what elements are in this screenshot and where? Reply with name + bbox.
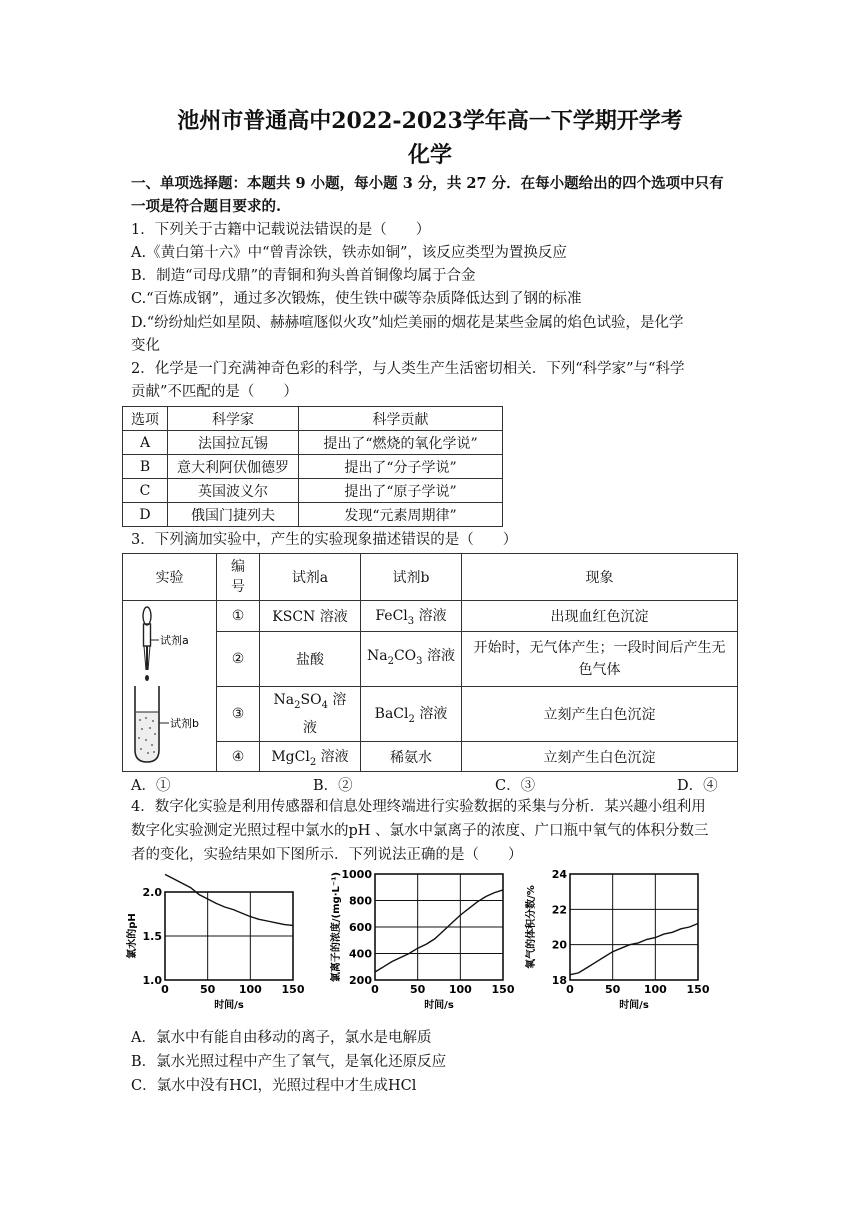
q4-stem-line1: 4．数字化实验是利用传感器和信息处理终端进行实验数据的采集与分析．某兴趣小组利用 [131,799,706,815]
q3-header-reagent-a: 试剂a [260,554,361,601]
q3-row1-phenomenon: 出现血红色沉淀 [462,601,738,632]
q3-table [122,553,738,772]
subject-title: 化学 [407,142,452,168]
series-line [375,890,503,972]
q3-header-experiment: 实验 [123,554,217,601]
x-tick-label: 150 [491,983,515,996]
q2-stem-line2: 贡献”不匹配的是（ ） [131,384,298,400]
q3-row4-number: ④ [217,742,260,772]
q2-cell: C [123,479,168,503]
q2-header-contribution: 科学贡献 [299,407,503,431]
y-tick-label: 1000 [341,868,372,881]
q3-row1-reagent-a: KSCN 溶液 [260,601,361,632]
q1-option-d-line2: 变化 [131,338,160,354]
q1-option-d-line1: D.“纷纷灿烂如星陨、赫赫喧豗似火攻”灿烂美丽的烟花是某些金属的焰色试验，是化学 [131,315,684,331]
q3-header-phenomenon: 现象 [462,554,738,601]
q4-stem-line2: 数字化实验测定光照过程中氯水的pH 、氯水中氯离子的浓度、广口瓶中氧气的体积分数三 [131,823,709,839]
q3-row4-reagent-a: MgCl$_2$ 溶液 [260,742,361,772]
q3-row2-reagent-b: $Na_2CO_3$ 溶液 [361,632,462,687]
q2-cell: 提出了“燃烧的氧化学说” [299,431,503,455]
q1-option-b: B．制造“司母戊鼎”的青铜和狗头兽首铜像均属于合金 [131,268,476,284]
x-tick-label: 50 [200,983,216,996]
x-tick-label: 150 [281,983,305,996]
y-tick-label: 600 [349,921,372,934]
section-heading-line2: 一项是符合题目要求的. [131,198,282,215]
x-tick-label: 100 [448,983,472,996]
plot-frame [570,874,698,980]
q3-row3-phenomenon: 立刻产生白色沉淀 [462,687,738,742]
x-tick-label: 150 [686,983,710,996]
y-tick-label: 2.0 [142,886,162,899]
q4-option-c: C．氯水中没有HCl，光照过程中才生成HCl [131,1078,417,1094]
q3-row2-reagent-a: 盐酸 [260,632,361,687]
q2-cell: A [123,431,168,455]
q3-row2-number: ② [217,632,260,687]
series-line [165,874,293,925]
x-tick-label: 100 [643,983,667,996]
section-heading-line1: 一、单项选择题：本题共 9 小题，每小题 3 分，共 27 分．在每小题给出的四个选项中只有 [131,175,724,192]
y-tick-label: 20 [551,938,567,952]
q3-option-d: D．④ [677,778,718,794]
q3-stem: 3．下列滴加实验中，产生的实验现象描述错误的是（ ） [131,532,518,548]
x-tick-label: 50 [410,983,426,996]
x-axis-label: 时间/s [424,1000,454,1011]
x-tick-label: 50 [605,983,621,996]
dropper-test-tube-diagram [125,602,215,767]
x-axis-label: 时间/s [214,1000,244,1011]
q2-cell: 英国波义尔 [168,479,299,503]
q2-cell: 俄国门捷列夫 [168,503,299,527]
y-axis-label: 氯水的pH [127,913,138,959]
q3-row2-phenomenon: 开始时，无气体产生；一段时间后产生无色气体 [462,632,738,687]
q2-table [122,406,503,527]
y-tick-label: 400 [349,947,372,961]
q2-cell: 发现“元素周期律” [299,503,503,527]
chart-group [125,862,725,1022]
q2-cell: 提出了“分子学说” [299,455,503,479]
q3-option-a: A．① [131,778,171,794]
q3-option-b: B．② [313,778,353,794]
label-reagent-b: 试剂b [169,716,199,730]
q3-option-c: C．③ [495,778,536,794]
test-tube-icon [135,686,159,762]
q2-cell: 法国拉瓦锡 [168,431,299,455]
q3-row3-number: ③ [217,687,260,742]
q1-option-c: C.“百炼成钢”，通过多次锻炼，使生铁中碳等杂质降低达到了钢的标准 [131,291,582,307]
q3-row4-reagent-b: 稀氨水 [361,742,462,772]
x-tick-label: 100 [238,983,262,996]
q3-apparatus-cell [123,601,217,772]
q3-row1-reagent-b: FeCl$_3$ 溶液 [361,601,462,632]
q4-stem-line3: 者的变化，实验结果如下图所示．下列说法正确的是（ ） [131,847,523,863]
q2-stem-line1: 2．化学是一门充满神奇色彩的科学，与人类生产生活密切相关．下列“科学家”与“科学 [131,361,685,377]
q2-cell: 提出了“原子学说” [299,479,503,503]
x-tick-label: 0 [566,983,574,996]
y-tick-label: 1.0 [142,974,162,987]
q3-header-reagent-b: 试剂b [361,554,462,601]
q3-row4-phenomenon: 立刻产生白色沉淀 [462,742,738,772]
x-tick-label: 0 [371,983,379,996]
y-tick-label: 22 [551,903,567,917]
y-axis-label: 氧气的体积分数/% [526,885,537,969]
q2-header-scientist: 科学家 [168,407,299,431]
chart-2 [329,868,515,1011]
chart-3 [524,868,710,1011]
y-tick-label: 800 [349,894,372,908]
y-tick-label: 200 [349,974,372,987]
q3-header-number-text: 编号 [231,559,245,595]
x-tick-label: 0 [161,983,169,996]
x-axis-label: 时间/s [619,1000,649,1011]
q3-header-number [217,554,260,601]
exam-title: 池州市普通高中2022-2023学年高一下学期开学考 [177,108,683,134]
series-line [570,924,698,975]
q2-cell: D [123,503,168,527]
y-tick-label: 1.5 [142,930,162,943]
q1-option-a: A.《黄白第十六》中“曾青涂铁，铁赤如铜”，该反应类型为置换反应 [131,245,567,261]
label-reagent-a: 试剂a [159,633,189,647]
y-tick-label: 18 [551,974,567,987]
q3-row3-reagent-b: BaCl$_2$ 溶液 [361,687,462,742]
y-tick-label: 24 [551,868,567,881]
q1-stem: 1．下列关于古籍中记载说法错误的是（ ） [131,222,431,238]
q2-header-option: 选项 [123,407,168,431]
q4-option-b: B．氯水光照过程中产生了氧气，是氧化还原反应 [131,1054,447,1070]
y-axis-label: 氯离子的浓度/(mg·L⁻¹) [331,871,342,983]
q4-option-a: A．氯水中有能自由移动的离子，氯水是电解质 [131,1030,432,1046]
chart-1 [125,874,305,1011]
q3-row1-number: ① [217,601,260,632]
q2-cell: 意大利阿伏伽德罗 [168,455,299,479]
q2-cell: B [123,455,168,479]
q3-row3-reagent-a: $Na_2SO_4$ 溶液 [260,687,361,742]
dropper-icon [143,607,151,681]
